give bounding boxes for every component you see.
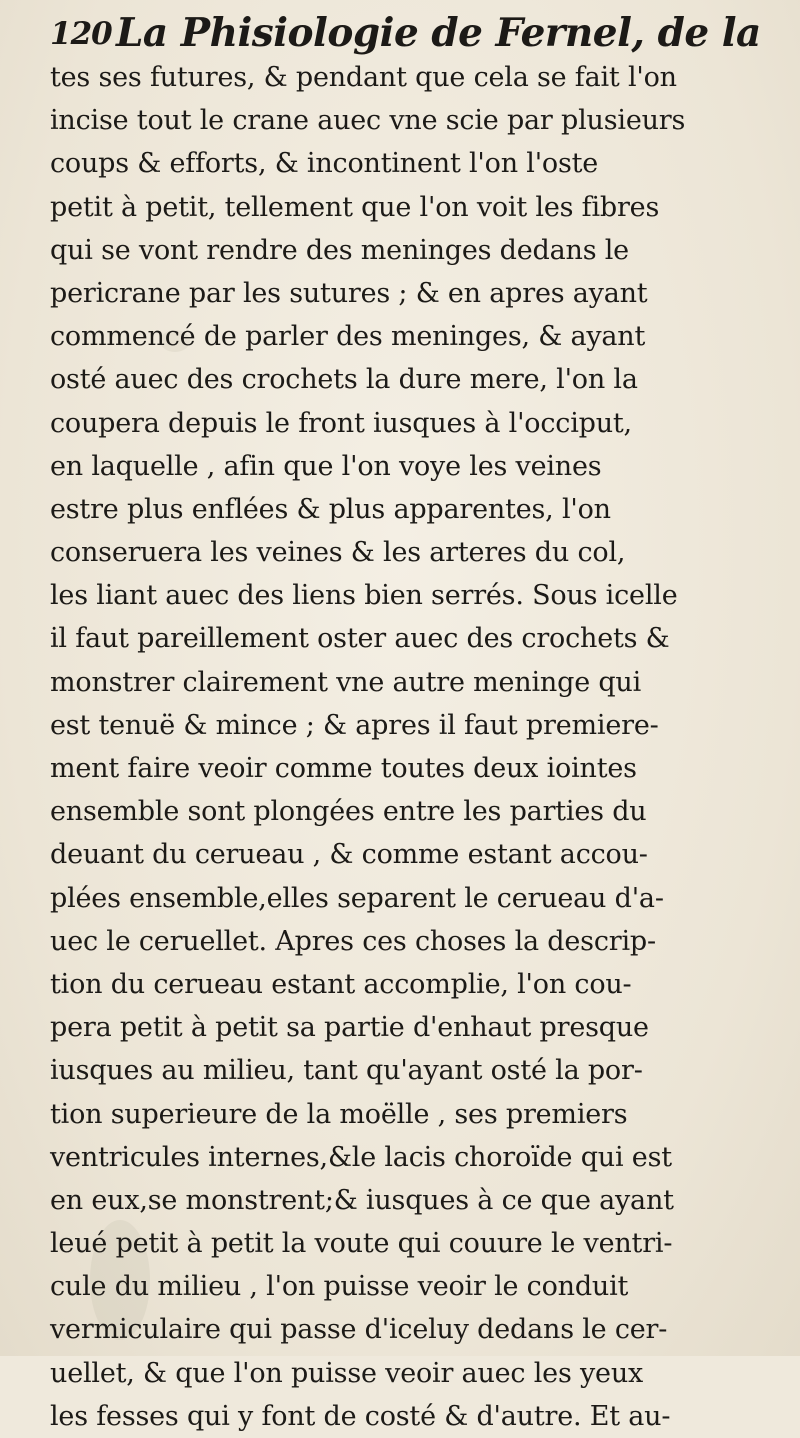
text-line: osté auec des crochets la dure mere, l'on la bbox=[50, 364, 638, 396]
text-line: qui se vont rendre des meninges dedans le bbox=[50, 234, 629, 266]
text-line: ensemble sont plongées entre les parties du bbox=[50, 796, 647, 828]
page-header bbox=[50, 8, 790, 58]
text-line: plées ensemble,elles separent le cerueau d'a- bbox=[50, 882, 664, 914]
text-line: en laquelle , afin que l'on voye les veines bbox=[50, 450, 602, 482]
text-line: monstrer clairement vne autre meninge qui bbox=[50, 666, 642, 698]
page-number: 120 bbox=[50, 16, 112, 52]
text-line: leué petit à petit la voute qui couure le ventri- bbox=[50, 1228, 673, 1260]
text-line: deuant du cerueau , & comme estant accou- bbox=[50, 839, 648, 871]
text-line: uellet, & que l'on puisse veoir auec les yeux bbox=[50, 1357, 644, 1389]
text-line: commencé de parler des meninges, & ayant bbox=[50, 321, 646, 353]
text-line: uec le ceruellet. Apres ces choses la descrip- bbox=[50, 925, 656, 957]
text-line: conseruera les veines & les arteres du col, bbox=[50, 537, 626, 569]
text-line: coups & efforts, & incontinent l'on l'oste bbox=[50, 148, 599, 180]
text-line: incise tout le crane auec vne scie par plusieurs bbox=[50, 105, 686, 137]
text-line: tion du cerueau estant accomplie, l'on cou- bbox=[50, 968, 632, 1000]
text-line: les fesses qui y font de costé & d'autre. Et au- bbox=[50, 1400, 671, 1432]
text-line: pericrane par les sutures ; & en apres ayant bbox=[50, 277, 648, 309]
text-line: pera petit à petit sa partie d'enhaut presque bbox=[50, 1012, 649, 1044]
text-line: est tenuë & mince ; & apres il faut premiere- bbox=[50, 709, 659, 741]
text-line: ment faire veoir comme toutes deux iointes bbox=[50, 753, 637, 784]
text-line: tion superieure de la moëlle , ses premiers bbox=[50, 1098, 628, 1130]
text-line: ventricules internes,&le lacis choroïde qui est bbox=[50, 1141, 672, 1173]
text-line: coupera depuis le front iusques à l'occiput, bbox=[50, 407, 632, 439]
text-line: les liant auec des liens bien serrés. Sous icelle bbox=[50, 580, 678, 612]
text-line: en eux,se monstrent;& iusques à ce que ayant bbox=[50, 1184, 674, 1216]
text-line: estre plus enflées & plus apparentes, l'on bbox=[50, 493, 611, 525]
text-line: tes ses futures, & pendant que cela se fait l'on bbox=[50, 62, 677, 93]
text-line: vermiculaire qui passe d'iceluy dedans le cer- bbox=[50, 1314, 668, 1346]
text-line: iusques au milieu, tant qu'ayant osté la por- bbox=[50, 1055, 643, 1087]
text-line: il faut pareillement oster auec des crochets & bbox=[50, 623, 670, 655]
text-line: cule du milieu , l'on puisse veoir le conduit bbox=[50, 1271, 629, 1303]
text-line: petit à petit, tellement que l'on voit les fibres bbox=[50, 191, 660, 223]
running-head: La Phisiologie de Fernel, de la bbox=[116, 10, 761, 56]
body-text bbox=[50, 56, 790, 1438]
